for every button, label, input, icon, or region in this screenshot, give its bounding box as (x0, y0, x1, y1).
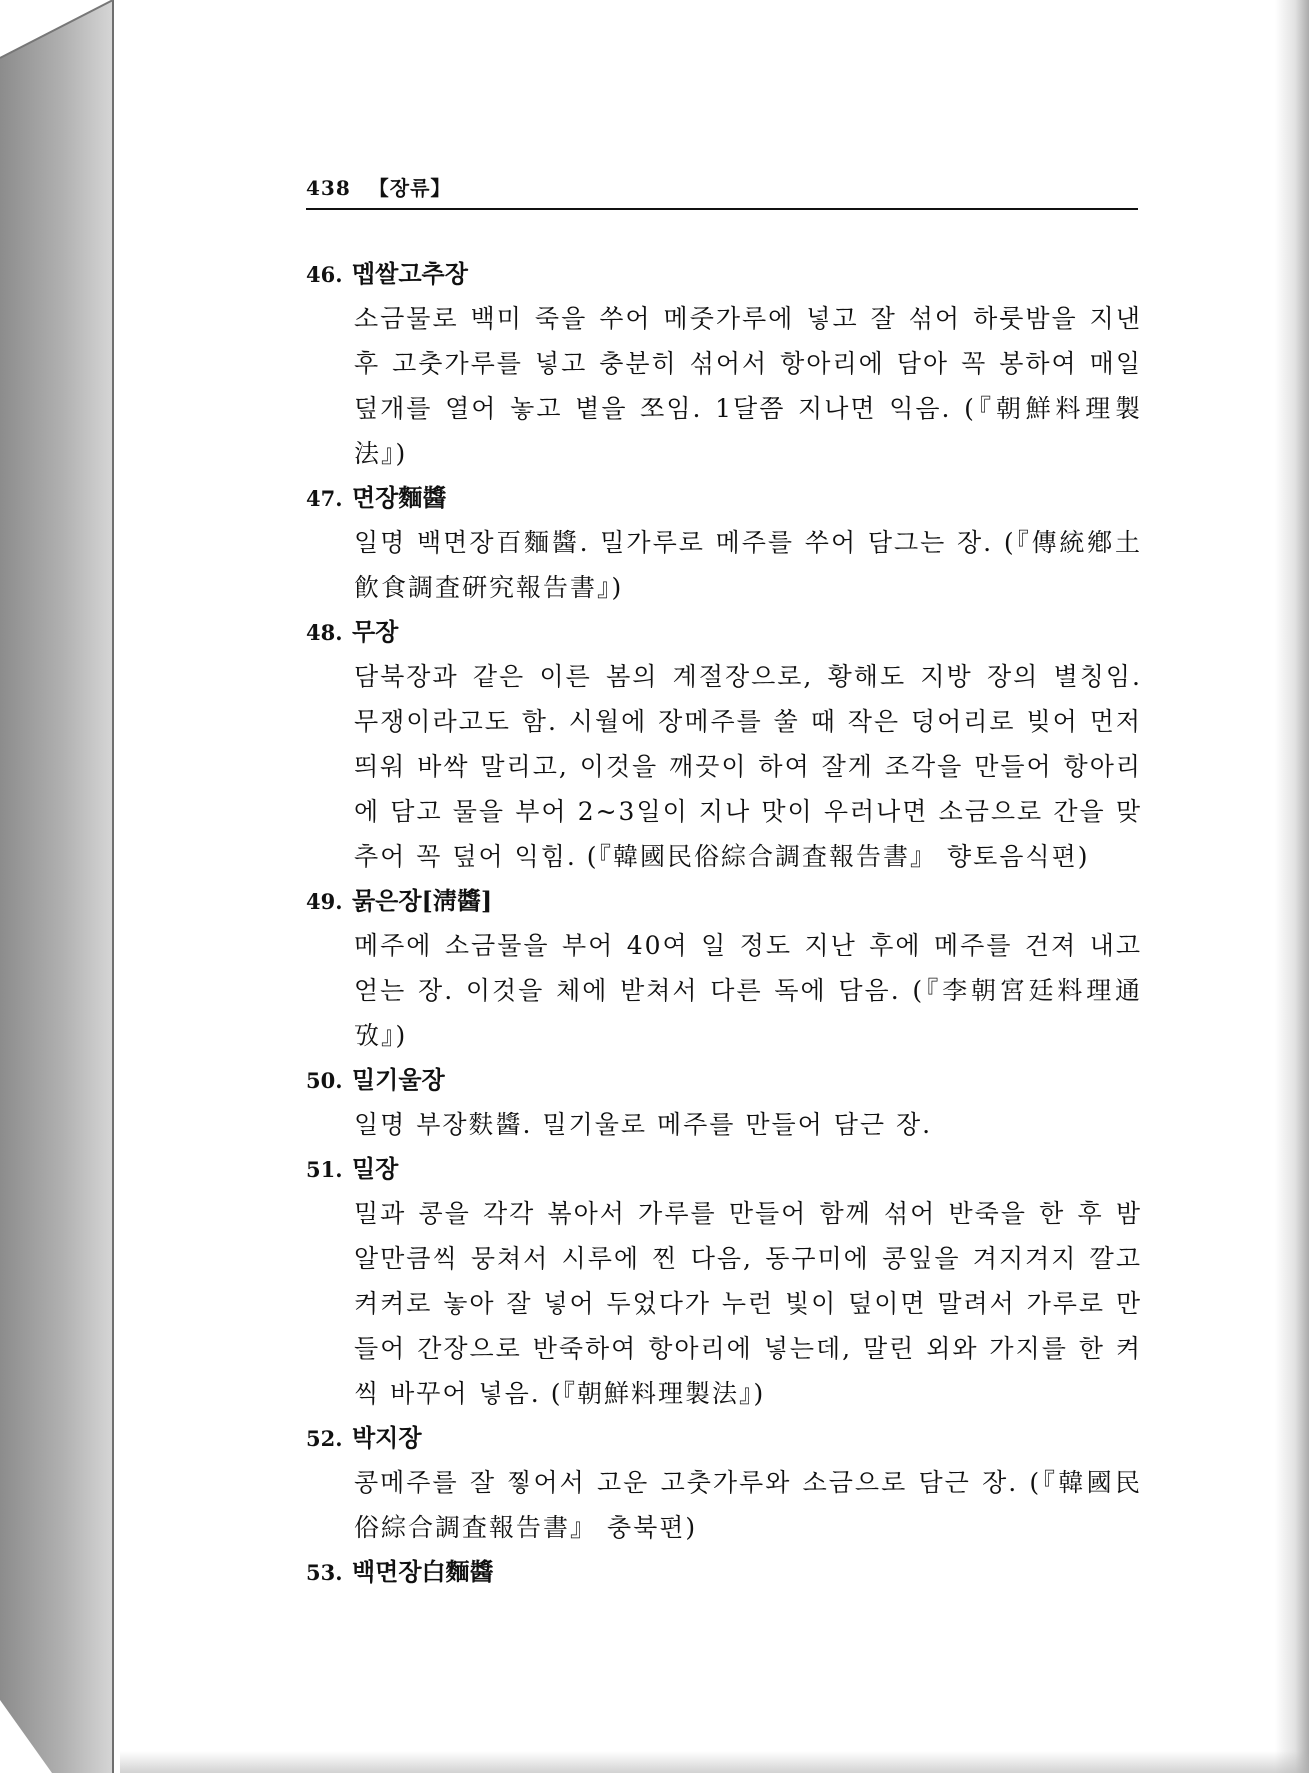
entry-number: 47. (306, 486, 343, 511)
entry-heading (306, 1147, 1142, 1191)
entry-term: 박지장 (352, 1423, 422, 1452)
glossary-entry-46 (306, 252, 1142, 476)
entry-heading (306, 1416, 1142, 1460)
entry-term: 면장麵醬 (352, 483, 447, 512)
entry-number: 52. (306, 1426, 343, 1451)
entry-number: 48. (306, 620, 343, 645)
entry-heading (306, 1550, 1142, 1594)
entry-term: 멥쌀고추장 (352, 259, 468, 288)
entry-heading (306, 1058, 1142, 1102)
entry-term: 백면장白麵醬 (352, 1557, 494, 1586)
section-title: 【장류】 (368, 176, 452, 200)
running-head (306, 172, 451, 201)
entry-heading (306, 476, 1142, 520)
glossary-entries (306, 252, 1142, 1594)
entry-number: 49. (306, 889, 343, 914)
entry-number: 50. (306, 1068, 343, 1093)
entry-definition: 메주에 소금물을 부어 40여 일 정도 지난 후에 메주를 건져 내고 얻는 장. 이것을 체에 받쳐서 다른 독에 담음. (『李朝宮廷料理通攷』) (354, 931, 1142, 1050)
book-page (120, 0, 1275, 1773)
page-number: 438 (306, 176, 351, 200)
book-spine (0, 0, 120, 1773)
glossary-entry-49 (306, 879, 1142, 1058)
entry-number: 53. (306, 1560, 343, 1585)
glossary-entry-48 (306, 610, 1142, 879)
entry-term: 밀기울장 (352, 1065, 445, 1094)
glossary-entry-47 (306, 476, 1142, 610)
entry-definition: 콩메주를 잘 찧어서 고운 고춧가루와 소금으로 담근 장. (『韓國民俗綜合調査報告書』 충북편) (354, 1468, 1142, 1542)
glossary-entry-53 (306, 1550, 1142, 1594)
entry-definition: 일명 부장麩醬. 밀기울로 메주를 만들어 담근 장. (354, 1110, 933, 1139)
entry-number: 51. (306, 1157, 343, 1182)
entry-definition: 담북장과 같은 이른 봄의 계절장으로, 황해도 지방 장의 별칭임. 무쟁이라고도 함. 시월에 장메주를 쑬 때 작은 덩어리로 빚어 먼저 띄워 바싹 말리고, 이것을 깨끗이 하여 잘게 조각을 만들어 항아리에 담고 물을 부어 2~3일이 지나 맛이 우러나면 소금으로 간을 맞추어 꼭 덮어 익힘. (『韓國民俗綜合調査報告書』 향토음식편) (354, 662, 1142, 871)
entry-term: 무장 (352, 617, 399, 646)
entry-number: 46. (306, 262, 343, 287)
glossary-entry-51 (306, 1147, 1142, 1416)
glossary-entry-50 (306, 1058, 1142, 1147)
page-edge-shadow (1275, 0, 1309, 1773)
entry-term: 묽은장[淸醬] (352, 886, 493, 915)
header-rule (306, 208, 1138, 210)
entry-definition: 일명 백면장百麵醬. 밀가루로 메주를 쑤어 담그는 장. (『傳統鄕土飮食調査硏究報告書』) (354, 528, 1142, 602)
entry-heading (306, 610, 1142, 654)
entry-heading (306, 879, 1142, 923)
entry-heading (306, 252, 1142, 296)
entry-term: 밀장 (352, 1154, 399, 1183)
entry-definition: 소금물로 백미 죽을 쑤어 메줏가루에 넣고 잘 섞어 하룻밤을 지낸 후 고춧가루를 넣고 충분히 섞어서 항아리에 담아 꼭 봉하여 매일 덮개를 열어 놓고 볕을 쪼임. 1달쯤 지나면 익음. (『朝鮮料理製法』) (354, 304, 1142, 468)
entry-definition: 밀과 콩을 각각 볶아서 가루를 만들어 함께 섞어 반죽을 한 후 밤알만큼씩 뭉쳐서 시루에 찐 다음, 동구미에 콩잎을 겨지겨지 깔고 켜켜로 놓아 잘 넣어 두었다가 누런 빛이 덮이면 말려서 가루로 만들어 간장으로 반죽하여 항아리에 넣는데, 말린 외와 가지를 한 켜씩 바꾸어 넣음. (『朝鮮料理製法』) (354, 1199, 1142, 1408)
book-spine-graphic (0, 0, 120, 1773)
glossary-entry-52 (306, 1416, 1142, 1550)
